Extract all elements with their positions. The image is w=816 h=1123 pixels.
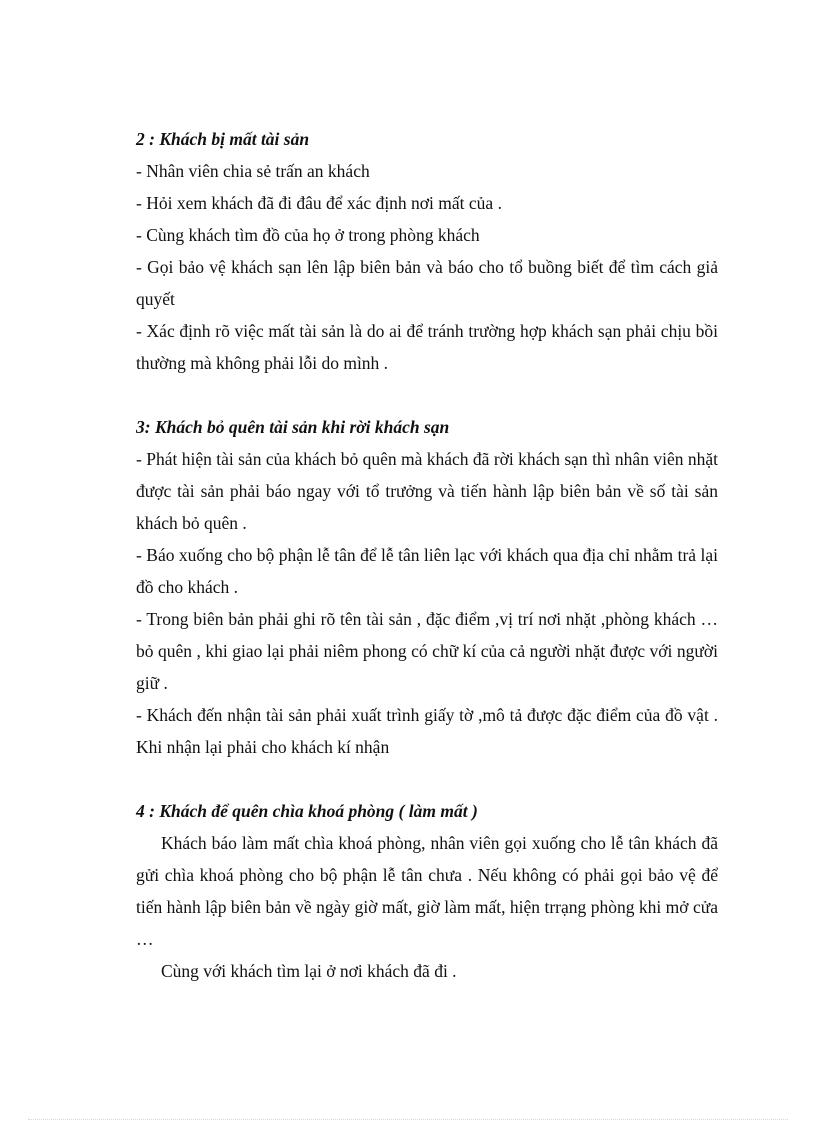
paragraph: - Xác định rõ việc mất tài sản là do ai để tránh trường hợp khách sạn phải chịu bồi thường mà không phải lỗi do mình . bbox=[136, 321, 718, 373]
section-lost-room-key bbox=[136, 795, 718, 987]
section-heading: 4 : Khách để quên chìa khoá phòng ( làm mất ) bbox=[136, 801, 478, 821]
document-body bbox=[136, 123, 718, 987]
paragraph: - Cùng khách tìm đồ của họ ở trong phòng khách bbox=[136, 225, 480, 245]
section-lost-property bbox=[136, 123, 718, 379]
section-heading: 3: Khách bỏ quên tài sản khi rời khách sạn bbox=[136, 417, 450, 437]
section-spacer bbox=[136, 379, 718, 411]
paragraph: - Báo xuống cho bộ phận lễ tân để lễ tân liên lạc với khách qua địa chỉ nhằm trả lại đồ cho khách . bbox=[136, 545, 718, 597]
paragraph: Cùng với khách tìm lại ở nơi khách đã đi . bbox=[161, 961, 457, 981]
section-forgotten-property bbox=[136, 411, 718, 763]
paragraph: - Gọi bảo vệ khách sạn lên lập biên bản và báo cho tổ buồng biết để tìm cách giả quyết bbox=[136, 257, 718, 309]
section-heading: 2 : Khách bị mất tài sản bbox=[136, 129, 310, 149]
paragraph: Khách báo làm mất chìa khoá phòng, nhân viên gọi xuống cho lễ tân khách đã gửi chìa khoá phòng cho bộ phận lễ tân chưa . Nếu không có phải gọi bảo vệ để tiến hành lập biên bản về ngày giờ mất, giờ làm mất, hiện trrạng phòng khi mở cửa … bbox=[136, 833, 718, 949]
page-bottom-divider bbox=[28, 1119, 788, 1120]
paragraph: - Trong biên bản phải ghi rõ tên tài sản , đặc điểm ,vị trí nơi nhặt ,phòng khách …bỏ quên , khi giao lại phải niêm phong có chữ kí của cả người nhặt được với người giữ . bbox=[136, 609, 718, 693]
section-spacer bbox=[136, 763, 718, 795]
paragraph: - Hỏi xem khách đã đi đâu để xác định nơi mất của . bbox=[136, 193, 502, 213]
paragraph: - Nhân viên chia sẻ trấn an khách bbox=[136, 161, 370, 181]
paragraph: - Phát hiện tài sản của khách bỏ quên mà khách đã rời khách sạn thì nhân viên nhặt được tài sản phải báo ngay với tổ trưởng và tiến hành lập biên bản về số tài sản khách bỏ quên . bbox=[136, 449, 718, 533]
paragraph: - Khách đến nhận tài sản phải xuất trình giấy tờ ,mô tả được đặc điểm của đồ vật . Khi nhận lại phải cho khách kí nhận bbox=[136, 705, 718, 757]
